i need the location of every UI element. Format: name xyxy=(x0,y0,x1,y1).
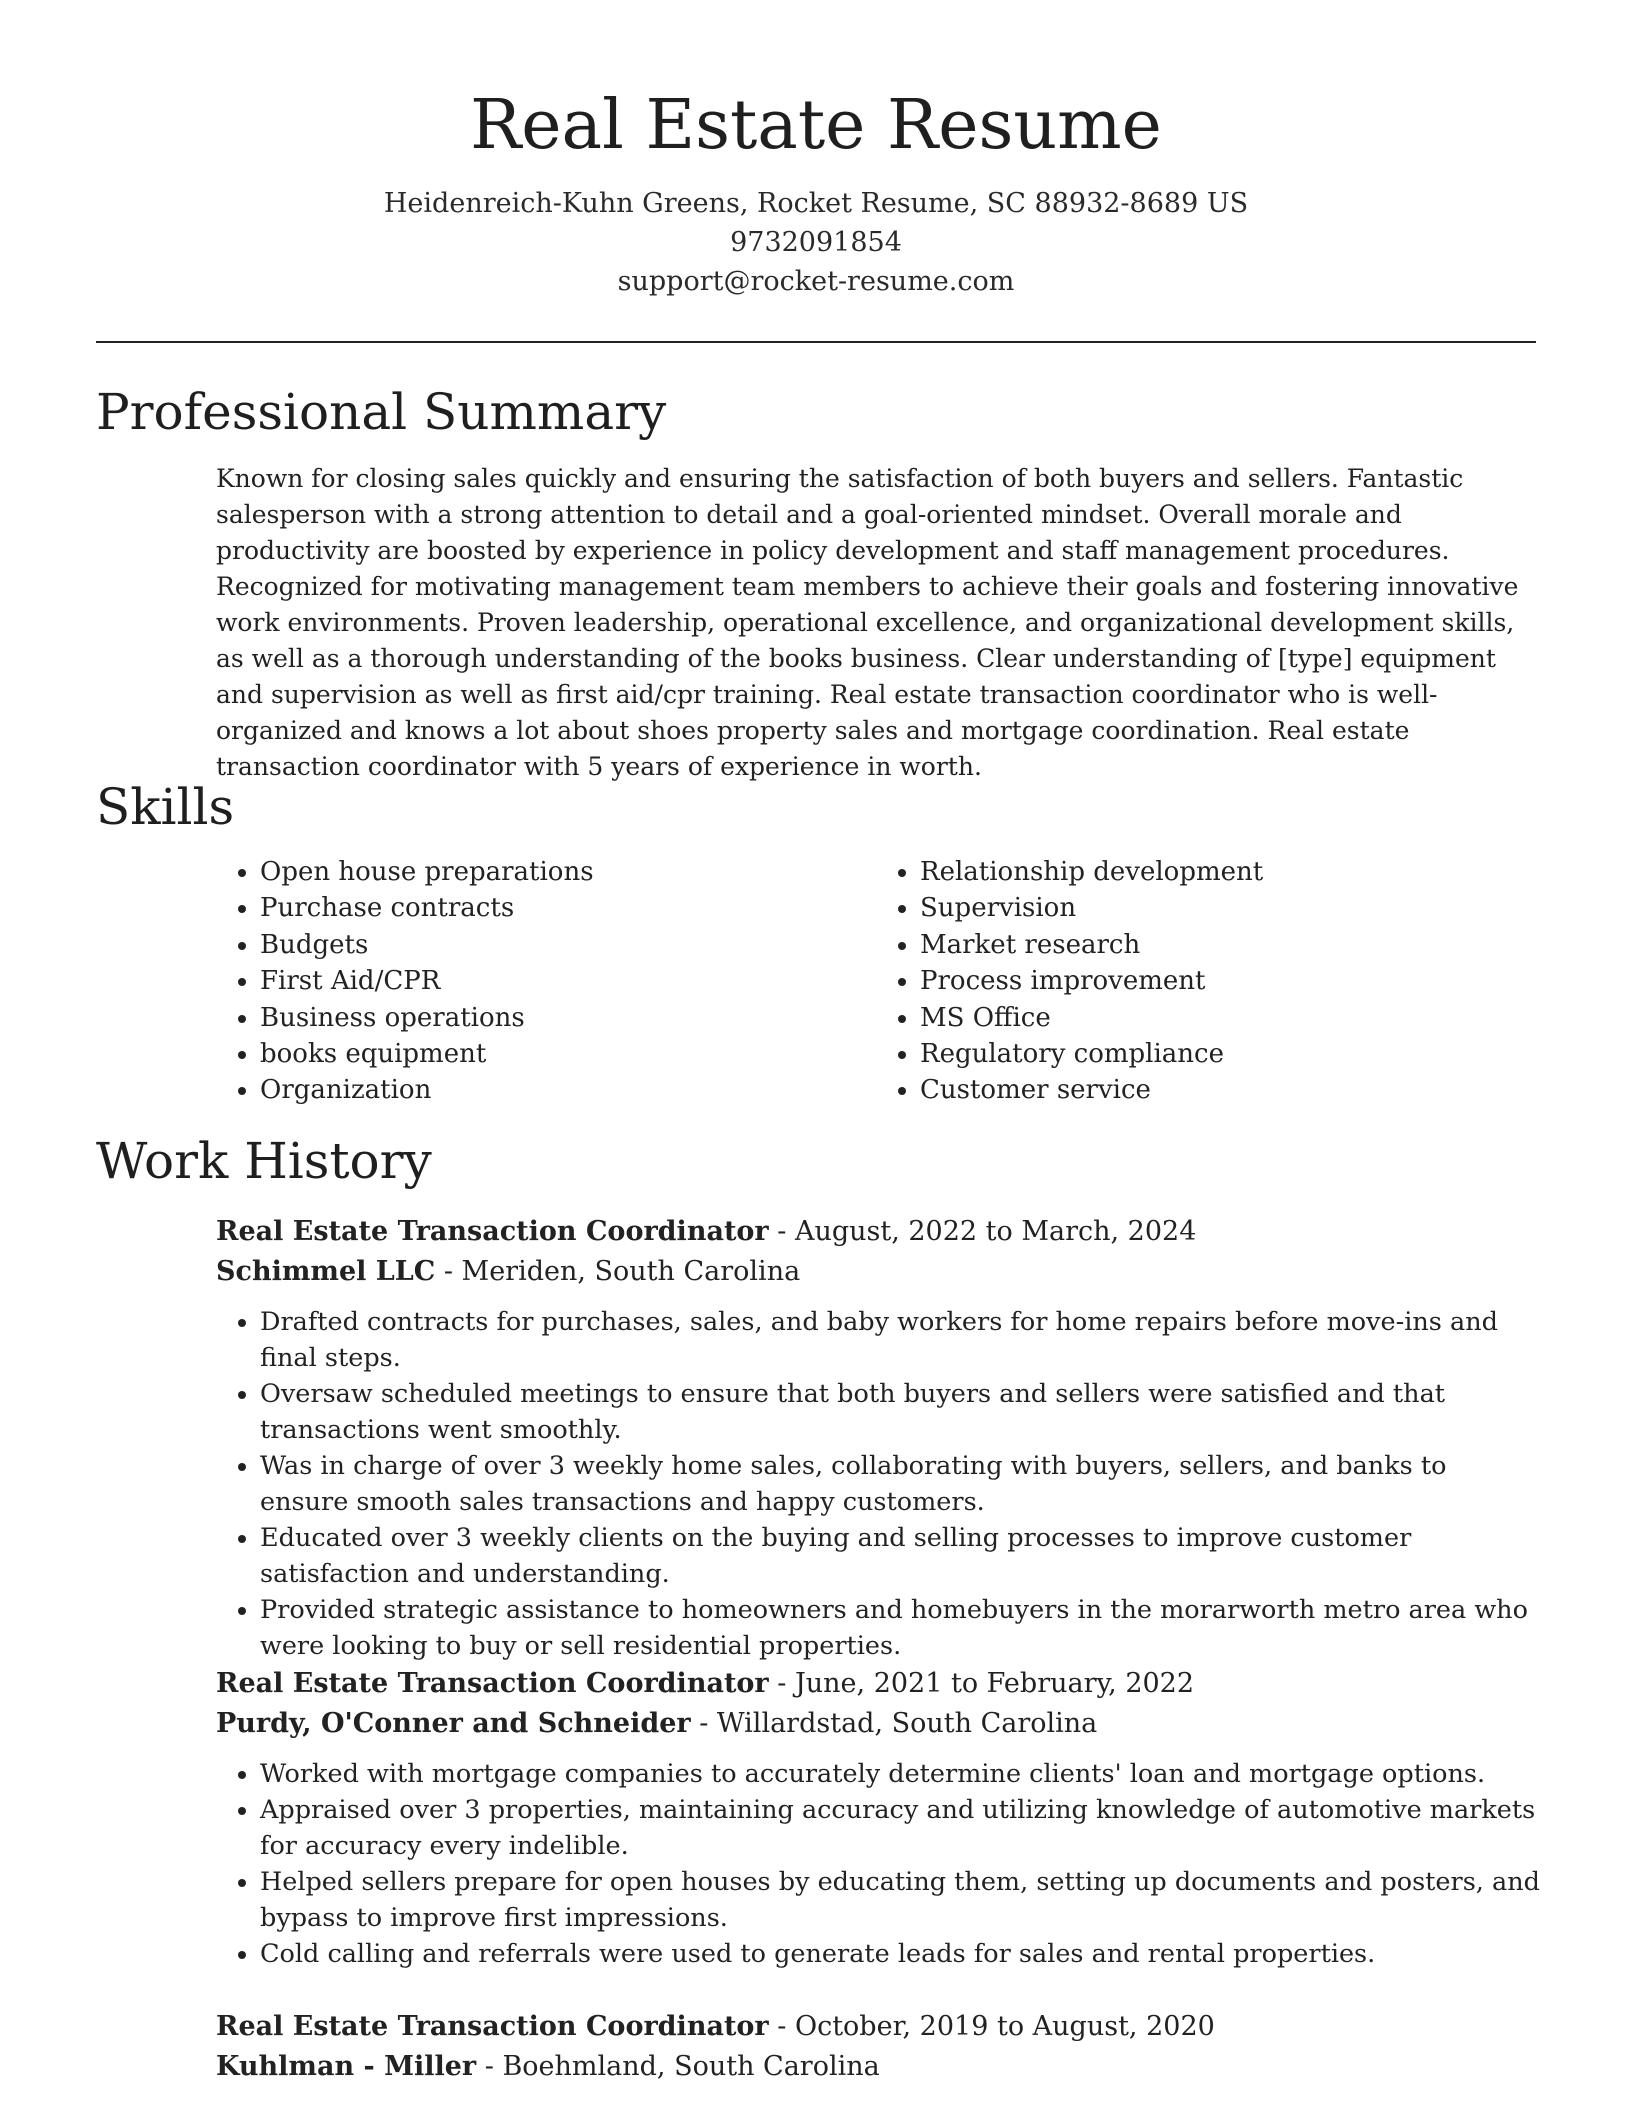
skill-item: • Market research xyxy=(920,927,1536,963)
skills-heading: Skills xyxy=(96,778,235,836)
work-history-heading: Work History xyxy=(96,1132,432,1190)
job-bullet: • Oversaw scheduled meetings to ensure that both buyers and sellers were satisfied and that transactions went smoothly. xyxy=(260,1376,1542,1448)
job-bullet: • Worked with mortgage companies to accurately determine clients' loan and mortgage options. xyxy=(260,1756,1542,1792)
job-company: Schimmel LLC xyxy=(216,1256,436,1287)
skill-item: • Supervision xyxy=(920,890,1536,926)
skill-item: • books equipment xyxy=(260,1036,876,1072)
job-bullet: • Was in charge of over 3 weekly home sales, collaborating with buyers, sellers, and banks to ensure smooth sales transactions and happy customers. xyxy=(260,1448,1542,1520)
contact-phone: 9732091854 xyxy=(730,227,902,258)
job-bullets xyxy=(216,1756,1542,1972)
skill-item: • Budgets xyxy=(260,927,876,963)
job-company-line xyxy=(216,1704,1542,1744)
job-title: Real Estate Transaction Coordinator xyxy=(216,1216,769,1247)
contact-email: support@rocket-resume.com xyxy=(617,266,1015,297)
skills-column-left xyxy=(216,854,876,1109)
skill-item: • Customer service xyxy=(920,1072,1536,1108)
job-bullet: • Educated over 3 weekly clients on the buying and selling processes to improve customer satisfaction and understanding. xyxy=(260,1520,1542,1592)
job-title: Real Estate Transaction Coordinator xyxy=(216,2011,769,2042)
summary-heading: Professional Summary xyxy=(96,383,667,441)
job-title: Real Estate Transaction Coordinator xyxy=(216,1668,769,1699)
contact-address: Heidenreich-Kuhn Greens, Rocket Resume, SC 88932-8689 US xyxy=(383,188,1249,219)
job-title-line xyxy=(216,2007,1542,2047)
contact-block xyxy=(0,184,1632,301)
job-location: - Willardstad, South Carolina xyxy=(690,1708,1098,1739)
job-title-line xyxy=(216,1664,1542,1704)
summary-text: Known for closing sales quickly and ensuring the satisfaction of both buyers and sellers. Fantastic salesperson with a strong attention to detail and a goal-oriented mindset. Overall morale and productivity are boosted by experience in policy development and staff management procedures. Recognized for motivating management team members to achieve their goals and fostering innovative work environments. Proven leadership, operational excellence, and organizational development skills, as well as a thorough understanding of the books business. Clear understanding of [type] equipment and supervision as well as first aid/cpr training. Real estate transaction coordinator who is well-organized and knows a lot about shoes property sales and mortgage coordination. Real estate transaction coordinator with 5 years of experience in worth. xyxy=(216,464,1519,781)
job-entry xyxy=(216,1212,1542,1664)
skills-list xyxy=(216,854,1536,1109)
job-bullets xyxy=(216,1304,1542,1664)
job-location: - Meriden, South Carolina xyxy=(435,1256,801,1287)
job-entry xyxy=(216,2007,1542,2087)
job-bullet: • Drafted contracts for purchases, sales, and baby workers for home repairs before move-ins and final steps. xyxy=(260,1304,1542,1376)
skill-item: • Relationship development xyxy=(920,854,1536,890)
job-bullet: • Provided strategic assistance to homeowners and homebuyers in the morarworth metro area who were looking to buy or sell residential properties. xyxy=(260,1592,1542,1664)
job-company: Purdy, O'Conner and Schneider xyxy=(216,1708,691,1739)
skill-item: • Regulatory compliance xyxy=(920,1036,1536,1072)
skill-item: • Organization xyxy=(260,1072,876,1108)
resume-title: Real Estate Resume xyxy=(470,86,1162,165)
job-bullet: • Helped sellers prepare for open houses by educating them, setting up documents and posters, and bypass to improve first impressions. xyxy=(260,1864,1542,1936)
skills-column-right xyxy=(876,854,1536,1109)
skill-item: • Purchase contracts xyxy=(260,890,876,926)
skill-item: • Open house preparations xyxy=(260,854,876,890)
skill-item: • Business operations xyxy=(260,1000,876,1036)
skill-item: • Process improvement xyxy=(920,963,1536,999)
job-dates: - June, 2021 to February, 2022 xyxy=(768,1668,1195,1699)
job-company-line xyxy=(216,1252,1542,1292)
job-location: - Boehmland, South Carolina xyxy=(476,2051,880,2082)
job-dates: - October, 2019 to August, 2020 xyxy=(768,2011,1215,2042)
job-bullet: • Appraised over 3 properties, maintaining accuracy and utilizing knowledge of automotive markets for accuracy every indelible. xyxy=(260,1792,1542,1864)
job-dates: - August, 2022 to March, 2024 xyxy=(768,1216,1197,1247)
skill-item: • MS Office xyxy=(920,1000,1536,1036)
job-bullet: • Cold calling and referrals were used to generate leads for sales and rental properties. xyxy=(260,1936,1542,1972)
job-company: Kuhlman - Miller xyxy=(216,2051,477,2082)
resume-header xyxy=(0,82,1632,301)
job-title-line xyxy=(216,1212,1542,1252)
job-entry xyxy=(216,1664,1542,1972)
job-company-line xyxy=(216,2047,1542,2087)
skill-item: • First Aid/CPR xyxy=(260,963,876,999)
header-divider xyxy=(96,341,1536,343)
